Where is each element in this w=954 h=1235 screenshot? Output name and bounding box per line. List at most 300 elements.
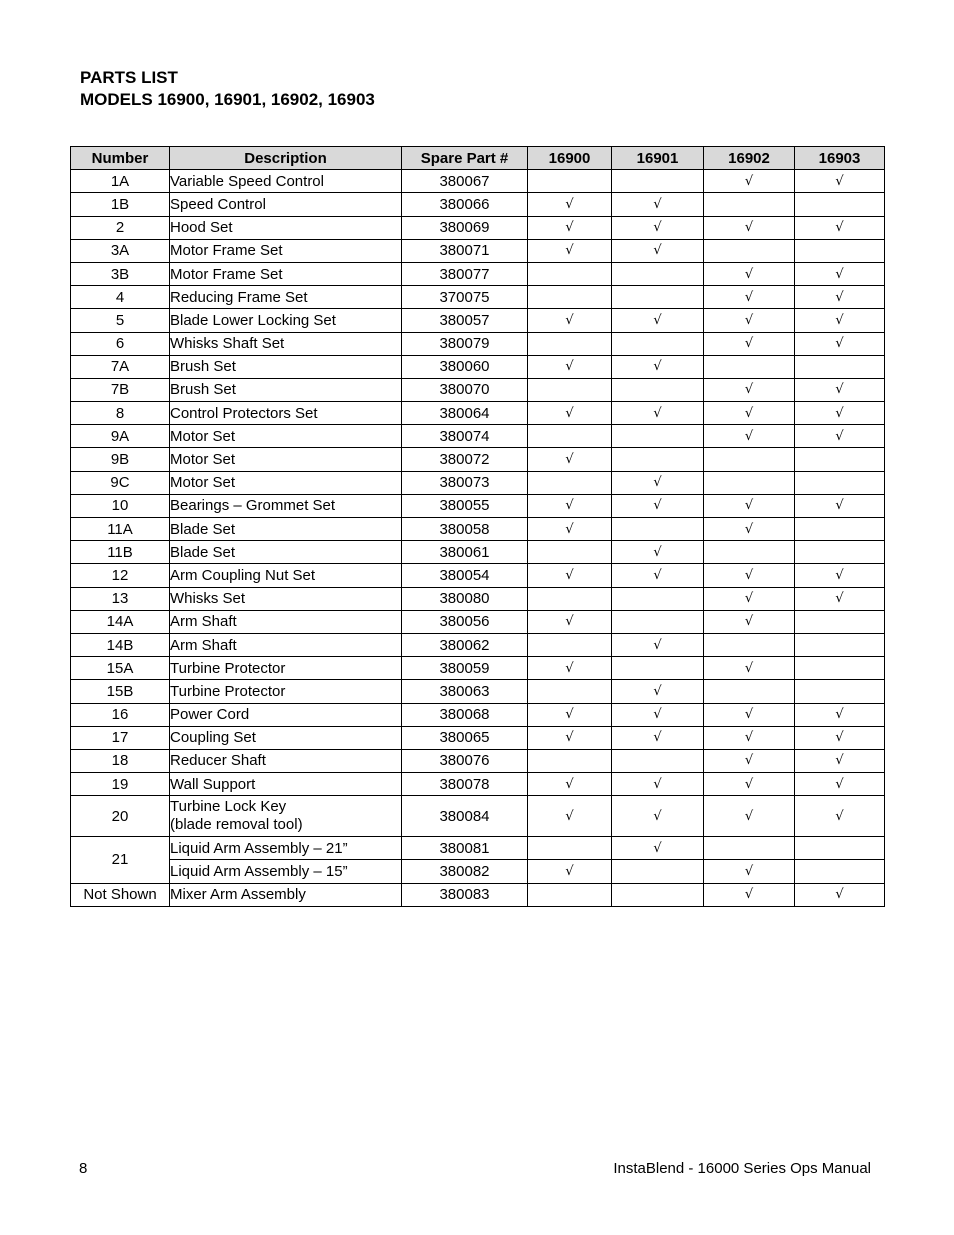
check-mark-icon: √ bbox=[565, 312, 574, 328]
table-row bbox=[71, 883, 885, 906]
cell-spare-part: 380060 bbox=[402, 355, 528, 378]
cell-description bbox=[170, 749, 402, 772]
cell-model-16902 bbox=[704, 332, 795, 355]
cell-spare-part: 380072 bbox=[402, 448, 528, 471]
check-mark-icon: √ bbox=[744, 382, 754, 398]
cell-model-16900 bbox=[528, 494, 612, 517]
cell-model-16903 bbox=[795, 402, 885, 425]
table-row bbox=[71, 309, 885, 332]
table-row bbox=[71, 170, 885, 193]
cell-number: Not Shown bbox=[71, 883, 170, 906]
cell-model-16901 bbox=[612, 193, 704, 216]
description-line: Whisks Shaft Set bbox=[170, 335, 285, 353]
cell-description bbox=[170, 837, 402, 860]
cell-description bbox=[170, 703, 402, 726]
cell-model-16900 bbox=[528, 471, 612, 494]
description-line: Reducer Shaft bbox=[170, 752, 266, 770]
cell-model-16900 bbox=[528, 680, 612, 703]
cell-model-16901 bbox=[612, 680, 704, 703]
cell-model-16900 bbox=[528, 773, 612, 796]
check-mark-icon: √ bbox=[565, 220, 574, 236]
check-mark-icon: √ bbox=[653, 359, 662, 375]
cell-model-16900 bbox=[528, 796, 612, 837]
cell-model-16900 bbox=[528, 541, 612, 564]
cell-model-16901 bbox=[612, 216, 704, 239]
table-row bbox=[71, 796, 885, 837]
cell-spare-part: 380078 bbox=[402, 773, 528, 796]
cell-number: 11B bbox=[71, 541, 170, 564]
description-line: Whisks Set bbox=[170, 590, 246, 608]
table-row bbox=[71, 564, 885, 587]
table-row bbox=[71, 471, 885, 494]
cell-model-16902 bbox=[704, 837, 795, 860]
title-line-parts-list: PARTS LIST bbox=[80, 68, 178, 87]
check-mark-icon: √ bbox=[653, 220, 662, 236]
table-header-row bbox=[71, 147, 885, 170]
cell-model-16903 bbox=[795, 332, 885, 355]
cell-model-16903 bbox=[795, 610, 885, 633]
cell-model-16900 bbox=[528, 518, 612, 541]
column-header-description: Description bbox=[170, 147, 402, 170]
description-line: Turbine Protector bbox=[170, 659, 286, 677]
cell-spare-part: 380054 bbox=[402, 564, 528, 587]
cell-model-16903 bbox=[795, 633, 885, 656]
cell-model-16902 bbox=[704, 378, 795, 401]
check-mark-icon: √ bbox=[835, 808, 844, 824]
cell-model-16902 bbox=[704, 587, 795, 610]
cell-model-16900 bbox=[528, 309, 612, 332]
cell-model-16900 bbox=[528, 564, 612, 587]
description-line: Arm Shaft bbox=[170, 613, 237, 631]
description-line: Liquid Arm Assembly – 15” bbox=[170, 863, 348, 881]
cell-model-16903 bbox=[795, 703, 885, 726]
cell-model-16901 bbox=[612, 587, 704, 610]
check-mark-icon: √ bbox=[835, 428, 844, 444]
check-mark-icon: √ bbox=[744, 707, 754, 723]
cell-spare-part: 380057 bbox=[402, 309, 528, 332]
cell-number: 14B bbox=[71, 633, 170, 656]
cell-model-16900 bbox=[528, 860, 612, 883]
cell-model-16902 bbox=[704, 239, 795, 262]
cell-model-16900 bbox=[528, 610, 612, 633]
cell-number: 8 bbox=[71, 402, 170, 425]
cell-spare-part: 380079 bbox=[402, 332, 528, 355]
check-mark-icon: √ bbox=[835, 730, 844, 746]
cell-number: 9B bbox=[71, 448, 170, 471]
title-line-models: MODELS 16900, 16901, 16902, 16903 bbox=[80, 90, 375, 109]
cell-model-16903 bbox=[795, 796, 885, 837]
cell-model-16902 bbox=[704, 425, 795, 448]
check-mark-icon: √ bbox=[744, 864, 754, 880]
check-mark-icon: √ bbox=[653, 544, 662, 560]
cell-spare-part: 380077 bbox=[402, 262, 528, 285]
cell-model-16902 bbox=[704, 309, 795, 332]
check-mark-icon: √ bbox=[835, 887, 844, 903]
description-line: Brush Set bbox=[170, 381, 236, 399]
cell-description bbox=[170, 378, 402, 401]
check-mark-icon: √ bbox=[565, 660, 574, 676]
cell-model-16902 bbox=[704, 494, 795, 517]
table-row bbox=[71, 518, 885, 541]
cell-description bbox=[170, 657, 402, 680]
cell-description bbox=[170, 564, 402, 587]
cell-model-16900 bbox=[528, 286, 612, 309]
check-mark-icon: √ bbox=[835, 312, 844, 328]
column-header-16901: 16901 bbox=[612, 147, 704, 170]
cell-number: 3B bbox=[71, 262, 170, 285]
cell-model-16901 bbox=[612, 773, 704, 796]
cell-model-16901 bbox=[612, 471, 704, 494]
cell-number: 11A bbox=[71, 518, 170, 541]
column-header-16900: 16900 bbox=[528, 147, 612, 170]
cell-model-16901 bbox=[612, 448, 704, 471]
check-mark-icon: √ bbox=[744, 887, 754, 903]
cell-model-16900 bbox=[528, 170, 612, 193]
cell-number: 3A bbox=[71, 239, 170, 262]
check-mark-icon: √ bbox=[744, 220, 754, 236]
check-mark-icon: √ bbox=[744, 428, 754, 444]
check-mark-icon: √ bbox=[565, 776, 574, 792]
cell-spare-part: 380074 bbox=[402, 425, 528, 448]
cell-model-16903 bbox=[795, 518, 885, 541]
cell-spare-part: 380061 bbox=[402, 541, 528, 564]
check-mark-icon: √ bbox=[744, 405, 754, 421]
cell-model-16901 bbox=[612, 796, 704, 837]
table-row bbox=[71, 448, 885, 471]
cell-model-16900 bbox=[528, 837, 612, 860]
page-number: 8 bbox=[79, 1160, 88, 1177]
cell-description bbox=[170, 448, 402, 471]
cell-model-16900 bbox=[528, 703, 612, 726]
cell-number: 17 bbox=[71, 726, 170, 749]
description-line: Reducing Frame Set bbox=[170, 288, 308, 306]
cell-model-16901 bbox=[612, 633, 704, 656]
cell-number: 21 bbox=[71, 837, 170, 883]
column-header-spare-part: Spare Part # bbox=[402, 147, 528, 170]
cell-number: 10 bbox=[71, 494, 170, 517]
cell-spare-part: 380071 bbox=[402, 239, 528, 262]
description-line: (blade removal tool) bbox=[170, 816, 303, 834]
check-mark-icon: √ bbox=[565, 864, 574, 880]
cell-description bbox=[170, 883, 402, 906]
description-line: Brush Set bbox=[170, 358, 236, 376]
cell-description bbox=[170, 587, 402, 610]
check-mark-icon: √ bbox=[653, 405, 662, 421]
cell-number: 15A bbox=[71, 657, 170, 680]
cell-spare-part: 380062 bbox=[402, 633, 528, 656]
cell-model-16900 bbox=[528, 262, 612, 285]
cell-number: 1B bbox=[71, 193, 170, 216]
cell-model-16901 bbox=[612, 703, 704, 726]
cell-number: 9C bbox=[71, 471, 170, 494]
cell-model-16901 bbox=[612, 262, 704, 285]
column-header-number: Number bbox=[71, 147, 170, 170]
description-line: Motor Set bbox=[170, 451, 236, 469]
description-line: Turbine Lock Key bbox=[170, 798, 287, 816]
check-mark-icon: √ bbox=[744, 521, 754, 537]
cell-spare-part: 380076 bbox=[402, 749, 528, 772]
cell-model-16903 bbox=[795, 564, 885, 587]
cell-model-16901 bbox=[612, 610, 704, 633]
table-row bbox=[71, 402, 885, 425]
cell-model-16903 bbox=[795, 448, 885, 471]
cell-model-16903 bbox=[795, 837, 885, 860]
cell-model-16900 bbox=[528, 657, 612, 680]
cell-model-16902 bbox=[704, 216, 795, 239]
check-mark-icon: √ bbox=[744, 567, 754, 583]
cell-model-16902 bbox=[704, 541, 795, 564]
cell-description bbox=[170, 494, 402, 517]
cell-spare-part: 380056 bbox=[402, 610, 528, 633]
cell-spare-part: 370075 bbox=[402, 286, 528, 309]
cell-model-16903 bbox=[795, 378, 885, 401]
check-mark-icon: √ bbox=[565, 808, 574, 824]
check-mark-icon: √ bbox=[744, 753, 754, 769]
check-mark-icon: √ bbox=[653, 730, 662, 746]
table-row bbox=[71, 680, 885, 703]
check-mark-icon: √ bbox=[744, 266, 754, 282]
cell-model-16902 bbox=[704, 170, 795, 193]
table-row bbox=[71, 378, 885, 401]
cell-model-16901 bbox=[612, 425, 704, 448]
check-mark-icon: √ bbox=[653, 683, 662, 699]
cell-model-16901 bbox=[612, 837, 704, 860]
check-mark-icon: √ bbox=[653, 808, 662, 824]
cell-model-16903 bbox=[795, 541, 885, 564]
cell-spare-part: 380067 bbox=[402, 170, 528, 193]
cell-model-16901 bbox=[612, 860, 704, 883]
description-line: Motor Set bbox=[170, 427, 236, 445]
cell-number: 7A bbox=[71, 355, 170, 378]
description-line: Motor Set bbox=[170, 474, 236, 492]
check-mark-icon: √ bbox=[653, 475, 662, 491]
check-mark-icon: √ bbox=[744, 808, 754, 824]
cell-description bbox=[170, 471, 402, 494]
check-mark-icon: √ bbox=[835, 776, 844, 792]
cell-description bbox=[170, 425, 402, 448]
check-mark-icon: √ bbox=[653, 776, 662, 792]
page-title bbox=[80, 67, 375, 111]
cell-number: 7B bbox=[71, 378, 170, 401]
cell-description bbox=[170, 355, 402, 378]
cell-description bbox=[170, 216, 402, 239]
cell-model-16902 bbox=[704, 262, 795, 285]
cell-model-16903 bbox=[795, 355, 885, 378]
cell-model-16901 bbox=[612, 402, 704, 425]
description-line: Motor Frame Set bbox=[170, 242, 283, 260]
cell-number: 2 bbox=[71, 216, 170, 239]
check-mark-icon: √ bbox=[565, 405, 574, 421]
table-row bbox=[71, 193, 885, 216]
cell-model-16903 bbox=[795, 773, 885, 796]
cell-spare-part: 380083 bbox=[402, 883, 528, 906]
cell-spare-part: 380070 bbox=[402, 378, 528, 401]
cell-model-16903 bbox=[795, 239, 885, 262]
cell-number: 6 bbox=[71, 332, 170, 355]
check-mark-icon: √ bbox=[653, 196, 662, 212]
table-row bbox=[71, 216, 885, 239]
cell-model-16901 bbox=[612, 541, 704, 564]
cell-model-16900 bbox=[528, 332, 612, 355]
cell-model-16903 bbox=[795, 749, 885, 772]
cell-number: 15B bbox=[71, 680, 170, 703]
manual-title: InstaBlend - 16000 Series Ops Manual bbox=[613, 1160, 871, 1177]
cell-model-16902 bbox=[704, 860, 795, 883]
cell-model-16900 bbox=[528, 378, 612, 401]
cell-model-16902 bbox=[704, 286, 795, 309]
check-mark-icon: √ bbox=[835, 336, 844, 352]
table-row bbox=[71, 633, 885, 656]
cell-model-16903 bbox=[795, 883, 885, 906]
check-mark-icon: √ bbox=[744, 614, 754, 630]
table-row bbox=[71, 703, 885, 726]
cell-description bbox=[170, 309, 402, 332]
cell-model-16901 bbox=[612, 883, 704, 906]
cell-model-16902 bbox=[704, 402, 795, 425]
table-row bbox=[71, 286, 885, 309]
table-row bbox=[71, 262, 885, 285]
cell-spare-part: 380066 bbox=[402, 193, 528, 216]
check-mark-icon: √ bbox=[835, 220, 844, 236]
table-row bbox=[71, 773, 885, 796]
cell-model-16900 bbox=[528, 193, 612, 216]
table-row bbox=[71, 425, 885, 448]
cell-model-16901 bbox=[612, 726, 704, 749]
check-mark-icon: √ bbox=[653, 498, 662, 514]
cell-number: 4 bbox=[71, 286, 170, 309]
check-mark-icon: √ bbox=[653, 637, 662, 653]
cell-number: 13 bbox=[71, 587, 170, 610]
check-mark-icon: √ bbox=[653, 567, 662, 583]
cell-number: 16 bbox=[71, 703, 170, 726]
cell-description bbox=[170, 170, 402, 193]
table-row bbox=[71, 587, 885, 610]
column-header-16902: 16902 bbox=[704, 147, 795, 170]
cell-number: 18 bbox=[71, 749, 170, 772]
table-row bbox=[71, 860, 885, 883]
cell-model-16901 bbox=[612, 170, 704, 193]
cell-number: 19 bbox=[71, 773, 170, 796]
cell-model-16903 bbox=[795, 309, 885, 332]
description-line: Coupling Set bbox=[170, 729, 256, 747]
cell-model-16903 bbox=[795, 193, 885, 216]
check-mark-icon: √ bbox=[744, 312, 754, 328]
cell-spare-part: 380064 bbox=[402, 402, 528, 425]
description-line: Mixer Arm Assembly bbox=[170, 886, 306, 904]
check-mark-icon: √ bbox=[744, 730, 754, 746]
table-row bbox=[71, 726, 885, 749]
cell-model-16902 bbox=[704, 657, 795, 680]
description-line: Bearings – Grommet Set bbox=[170, 497, 336, 515]
cell-model-16903 bbox=[795, 587, 885, 610]
cell-spare-part: 380081 bbox=[402, 837, 528, 860]
cell-model-16903 bbox=[795, 680, 885, 703]
description-line: Blade Set bbox=[170, 520, 236, 538]
cell-model-16900 bbox=[528, 355, 612, 378]
cell-spare-part: 380069 bbox=[402, 216, 528, 239]
description-line: Control Protectors Set bbox=[170, 404, 318, 422]
cell-model-16901 bbox=[612, 355, 704, 378]
check-mark-icon: √ bbox=[565, 498, 574, 514]
description-line: Arm Coupling Nut Set bbox=[170, 566, 316, 584]
check-mark-icon: √ bbox=[744, 173, 754, 189]
cell-model-16902 bbox=[704, 633, 795, 656]
description-line: Wall Support bbox=[170, 775, 256, 793]
cell-model-16903 bbox=[795, 860, 885, 883]
cell-description bbox=[170, 680, 402, 703]
check-mark-icon: √ bbox=[565, 567, 574, 583]
check-mark-icon: √ bbox=[565, 452, 574, 468]
check-mark-icon: √ bbox=[835, 498, 844, 514]
cell-model-16902 bbox=[704, 610, 795, 633]
cell-description bbox=[170, 773, 402, 796]
description-line: Turbine Protector bbox=[170, 682, 286, 700]
check-mark-icon: √ bbox=[565, 707, 574, 723]
description-line: Blade Lower Locking Set bbox=[170, 311, 336, 329]
check-mark-icon: √ bbox=[653, 312, 662, 328]
cell-model-16900 bbox=[528, 749, 612, 772]
cell-spare-part: 380082 bbox=[402, 860, 528, 883]
description-line: Speed Control bbox=[170, 195, 266, 213]
cell-spare-part: 380084 bbox=[402, 796, 528, 837]
cell-model-16900 bbox=[528, 883, 612, 906]
check-mark-icon: √ bbox=[744, 289, 754, 305]
check-mark-icon: √ bbox=[835, 591, 844, 607]
check-mark-icon: √ bbox=[653, 707, 662, 723]
check-mark-icon: √ bbox=[835, 266, 844, 282]
cell-description bbox=[170, 239, 402, 262]
cell-model-16902 bbox=[704, 193, 795, 216]
cell-model-16901 bbox=[612, 378, 704, 401]
description-line: Hood Set bbox=[170, 219, 233, 237]
table-row bbox=[71, 837, 885, 860]
cell-description bbox=[170, 402, 402, 425]
cell-spare-part: 380065 bbox=[402, 726, 528, 749]
check-mark-icon: √ bbox=[744, 498, 754, 514]
column-header-16903: 16903 bbox=[795, 147, 885, 170]
check-mark-icon: √ bbox=[835, 707, 844, 723]
cell-model-16900 bbox=[528, 587, 612, 610]
cell-model-16901 bbox=[612, 518, 704, 541]
table-row bbox=[71, 239, 885, 262]
cell-spare-part: 380073 bbox=[402, 471, 528, 494]
cell-model-16901 bbox=[612, 749, 704, 772]
cell-model-16903 bbox=[795, 657, 885, 680]
cell-model-16901 bbox=[612, 239, 704, 262]
cell-number: 9A bbox=[71, 425, 170, 448]
cell-model-16901 bbox=[612, 494, 704, 517]
cell-model-16903 bbox=[795, 726, 885, 749]
check-mark-icon: √ bbox=[835, 405, 844, 421]
cell-description bbox=[170, 332, 402, 355]
check-mark-icon: √ bbox=[744, 336, 754, 352]
cell-description bbox=[170, 860, 402, 883]
cell-model-16901 bbox=[612, 309, 704, 332]
cell-model-16902 bbox=[704, 796, 795, 837]
description-line: Arm Shaft bbox=[170, 636, 237, 654]
cell-description bbox=[170, 796, 402, 837]
cell-description bbox=[170, 726, 402, 749]
cell-model-16902 bbox=[704, 564, 795, 587]
cell-number: 5 bbox=[71, 309, 170, 332]
parts-table-body bbox=[71, 170, 885, 907]
cell-model-16903 bbox=[795, 286, 885, 309]
cell-number: 12 bbox=[71, 564, 170, 587]
description-line: Power Cord bbox=[170, 706, 250, 724]
description-line: Variable Speed Control bbox=[170, 172, 324, 190]
cell-number: 20 bbox=[71, 796, 170, 837]
description-line: Liquid Arm Assembly – 21” bbox=[170, 839, 348, 857]
